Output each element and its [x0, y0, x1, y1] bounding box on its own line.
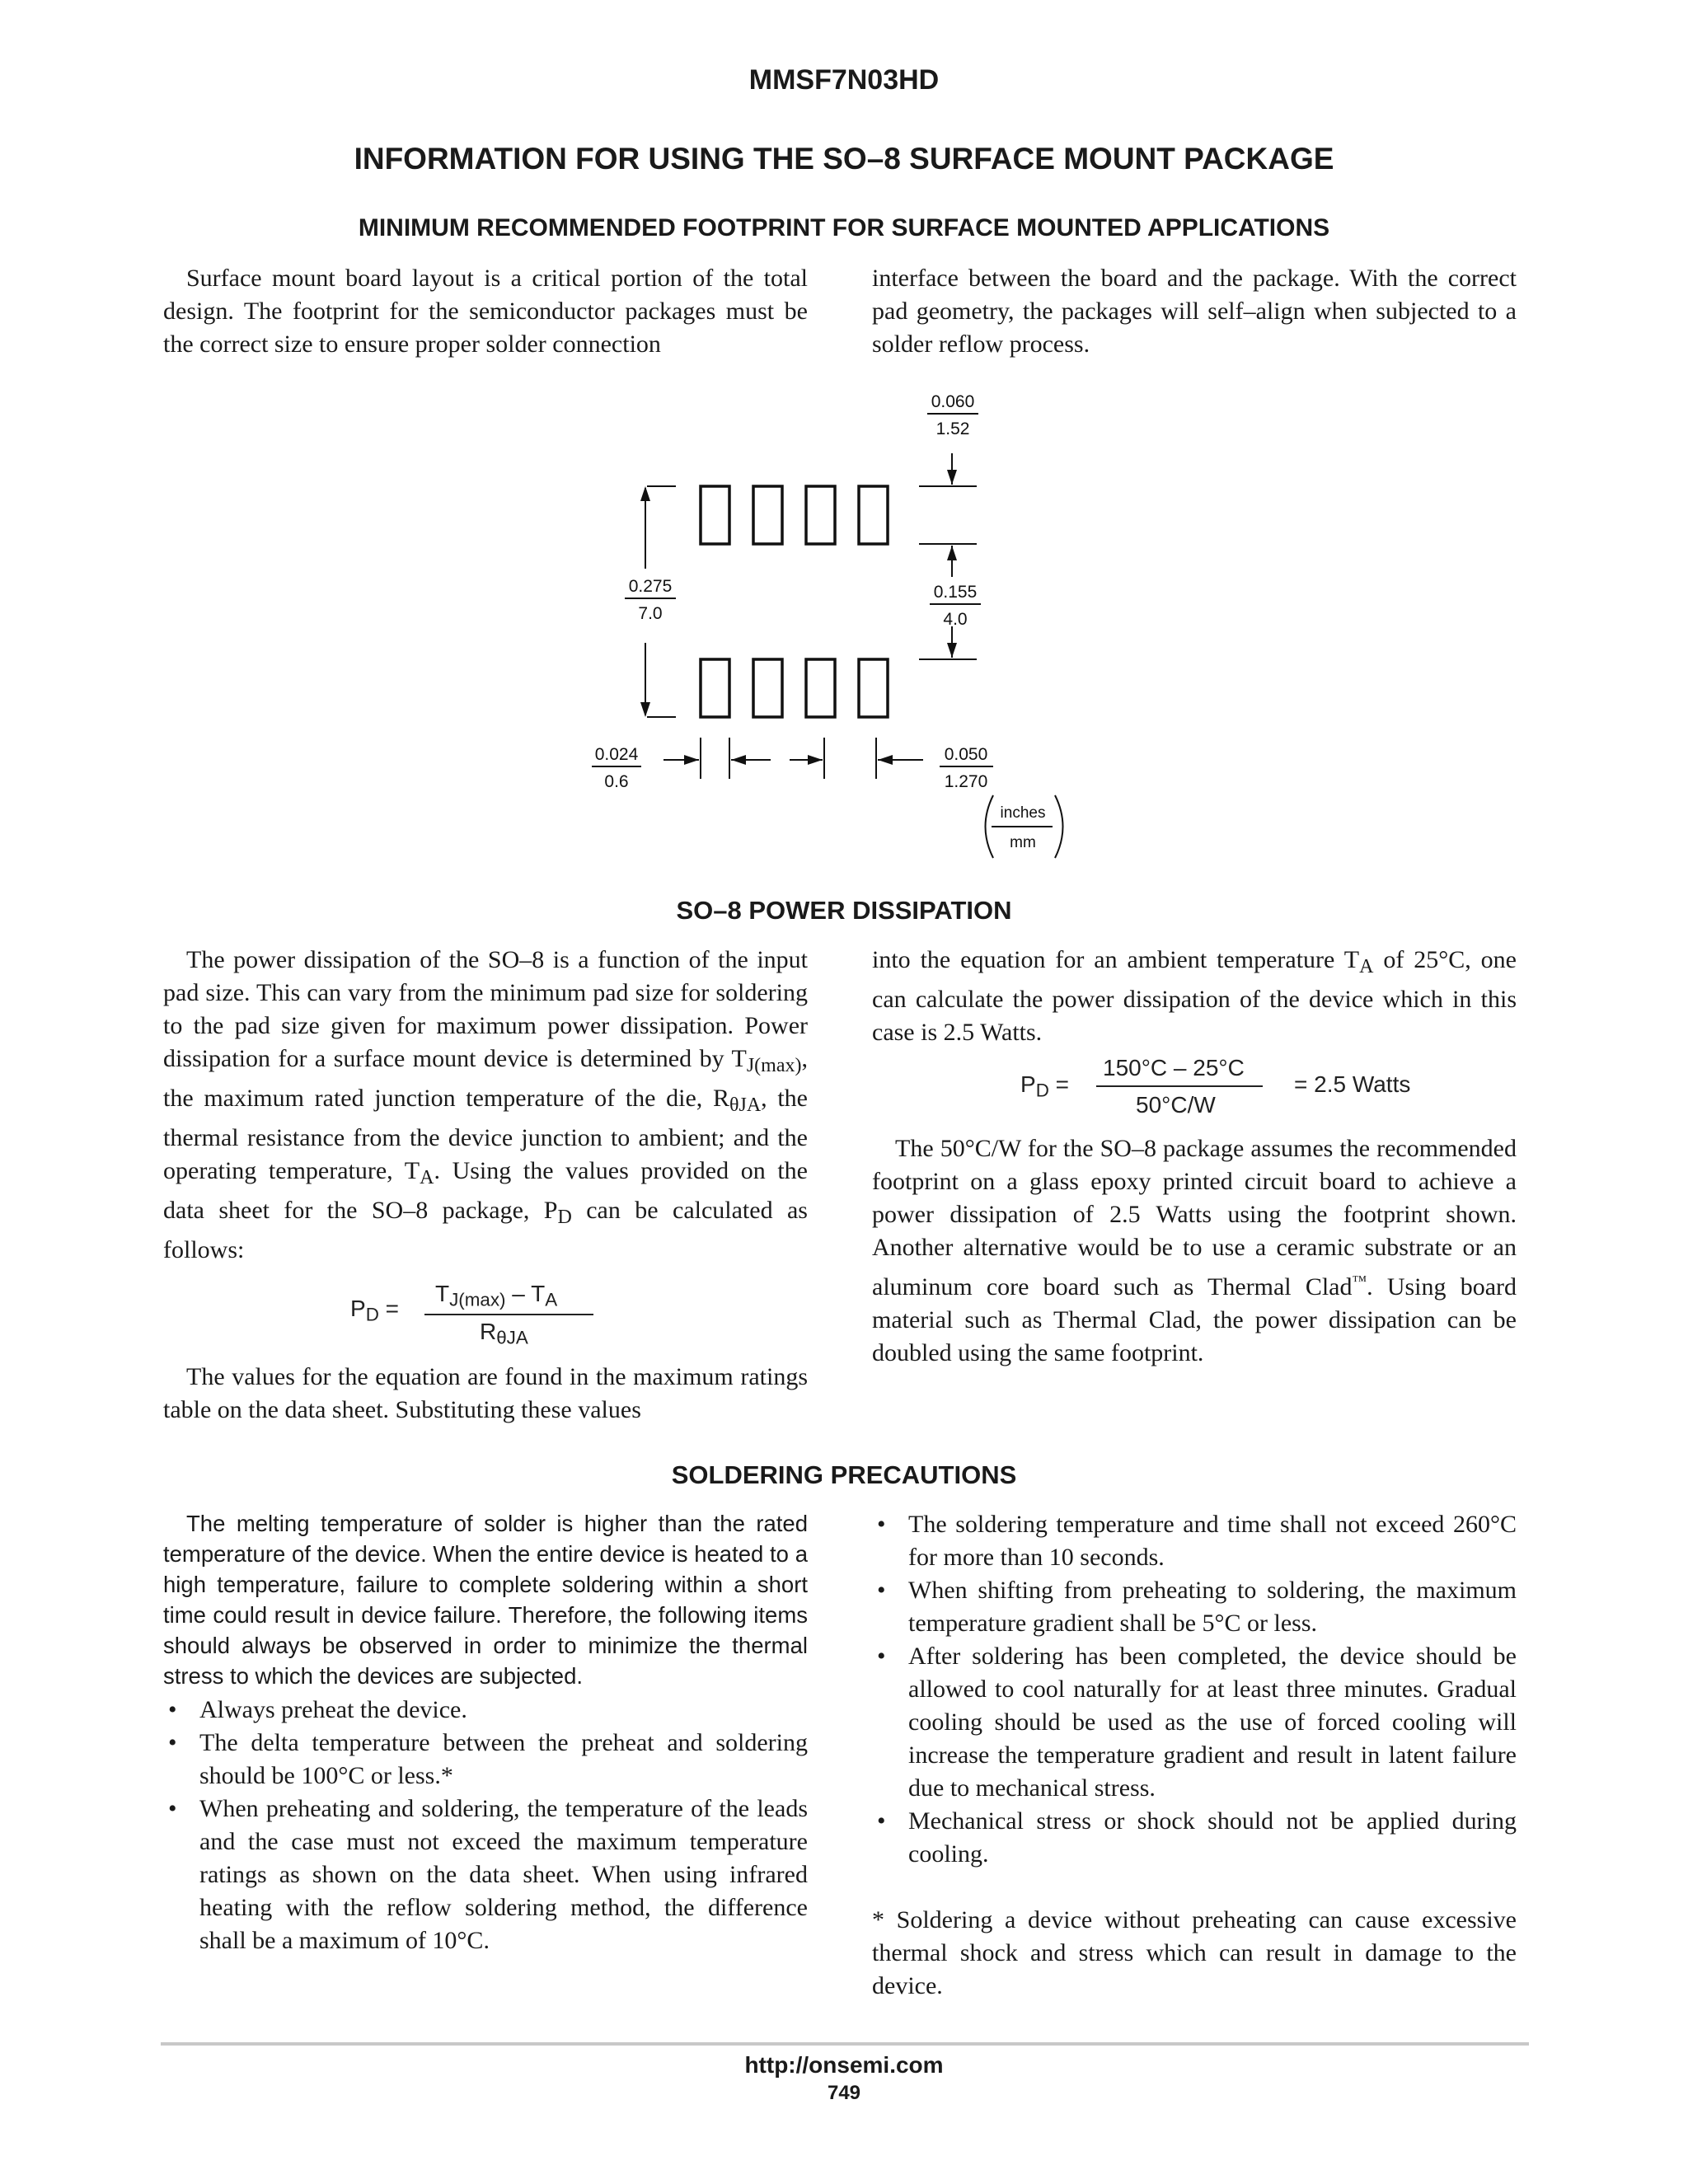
dim-pad-width-mm: 1.52	[935, 419, 970, 438]
dim-lead-width-mm: 0.6	[604, 772, 629, 791]
list-item: • After soldering has been completed, the device should be allowed to cool naturally for at least three minutes. Gradual cooling should be used as the use of forced cooling will increase the temperature gradient and result in latent failure due to mechanical stress.	[872, 1640, 1517, 1805]
part-number: MMSF7N03HD	[748, 64, 940, 96]
list-item: • When shifting from preheating to soldering, the maximum temperature gradient shall be 5°C or less.	[872, 1574, 1517, 1640]
footprint-left-text: Surface mount board layout is a critical portion of the total design. The footprint for the semiconductor packages must be the correct size to ensure proper solder connection	[163, 265, 808, 358]
power-left-text-2: The values for the equation are found in the maximum ratings table on the data sheet. Substituting these values	[163, 1363, 808, 1423]
unit-mm: mm	[1010, 834, 1036, 851]
power-right-text-2: The 50°C/W for the SO–8 package assumes the recommended footprint on a glass epoxy printed circuit board to achieve a power dissipation of 2.5 Watts using the footprint shown. Another alternative would be to use a ceramic substrate or an aluminum core board such as Thermal Clad™. Using board material such as Thermal Clad, the power dissipation can be doubled using the same footprint.	[872, 1135, 1517, 1366]
pad-bottom-3	[806, 659, 835, 717]
soldering-footnote: * Soldering a device without preheating can cause excessive thermal shock and stress which can result in damage to the device.	[872, 1906, 1517, 1999]
pad-top-2	[753, 486, 782, 544]
power-left-text: The power dissipation of the SO–8 is a function of the input pad size. This can vary from the minimum pad size for soldering to the pad size given for maximum power dissipation. Power dissipation for a surface mount device is determined by $T_{J(max)}$, the maximum rated junction temperature of the die, $R_{\theta JA}$, the thermal resistance from the device junction to ambient; and the operating temperature, $T_A$. Using the values provided on the data sheet for the SO–8 package, $P_D$ can be calculated as follows:	[163, 946, 808, 1263]
dim-gap-in: 0.155	[933, 583, 978, 602]
page-number: 749	[827, 2082, 861, 2104]
list-item: • The soldering temperature and time shall not exceed 260°C for more than 10 seconds.	[872, 1508, 1517, 1574]
footprint-diagram	[0, 0, 1688, 907]
soldering-heading: SOLDERING PRECAUTIONS	[671, 1460, 1017, 1489]
footprint-heading: MINIMUM RECOMMENDED FOOTPRINT FOR SURFACE MOUNTED APPLICATIONS	[358, 214, 1330, 241]
power-right-text: into the equation for an ambient temperature $T_A$ of 25°C, one can calculate the power dissipation of the device which in this case is 2.5 Watts.	[872, 946, 1517, 1046]
dim-lead-width-in: 0.024	[594, 745, 639, 764]
soldering-right-column	[872, 1508, 1517, 2003]
pad-bottom-2	[753, 659, 782, 717]
list-item: • The delta temperature between the preheat and soldering should be 100°C or less.*	[163, 1727, 808, 1793]
page-title: INFORMATION FOR USING THE SO–8 SURFACE MOUNT PACKAGE	[354, 142, 1334, 176]
list-item: • Always preheat the device.	[163, 1694, 808, 1727]
soldering-left-column	[163, 1508, 808, 1957]
list-item: • When preheating and soldering, the temperature of the leads and the case must not exceed the maximum temperature ratings as shown on the data sheet. When using infrared heating with the reflow soldering method, the difference shall be a maximum of 10°C.	[163, 1793, 808, 1957]
pad-bottom-1	[701, 659, 729, 717]
power-heading: SO–8 POWER DISSIPATION	[676, 896, 1012, 925]
footer-divider	[161, 2042, 1529, 2046]
pad-top-4	[859, 486, 888, 544]
pad-top-3	[806, 486, 835, 544]
dim-gap-mm: 4.0	[943, 610, 968, 629]
pad-bottom-4	[859, 659, 888, 717]
pad-top-1	[701, 486, 729, 544]
dim-pitch-in: 0.050	[944, 745, 988, 764]
soldering-intro: The melting temperature of solder is higher than the rated temperature of the device. When the entire device is heated to a high temperature, failure to complete soldering within a short time could result in device failure. Therefore, the following items should always be observed in order to minimize the thermal stress to which the devices are subjected.	[163, 1511, 808, 1689]
unit-inches: inches	[1000, 804, 1046, 822]
dim-pitch-mm: 1.270	[944, 772, 988, 791]
footer-url[interactable]: http://onsemi.com	[744, 2052, 944, 2078]
list-item: • Mechanical stress or shock should not be applied during cooling.	[872, 1805, 1517, 1871]
dim-pad-width-in: 0.060	[931, 392, 975, 411]
footprint-right-text: interface between the board and the package. With the correct pad geometry, the packages will self–align when subjected to a solder reflow process.	[872, 265, 1517, 358]
dim-overall-in: 0.275	[628, 577, 673, 596]
dim-overall-mm: 7.0	[638, 604, 663, 623]
